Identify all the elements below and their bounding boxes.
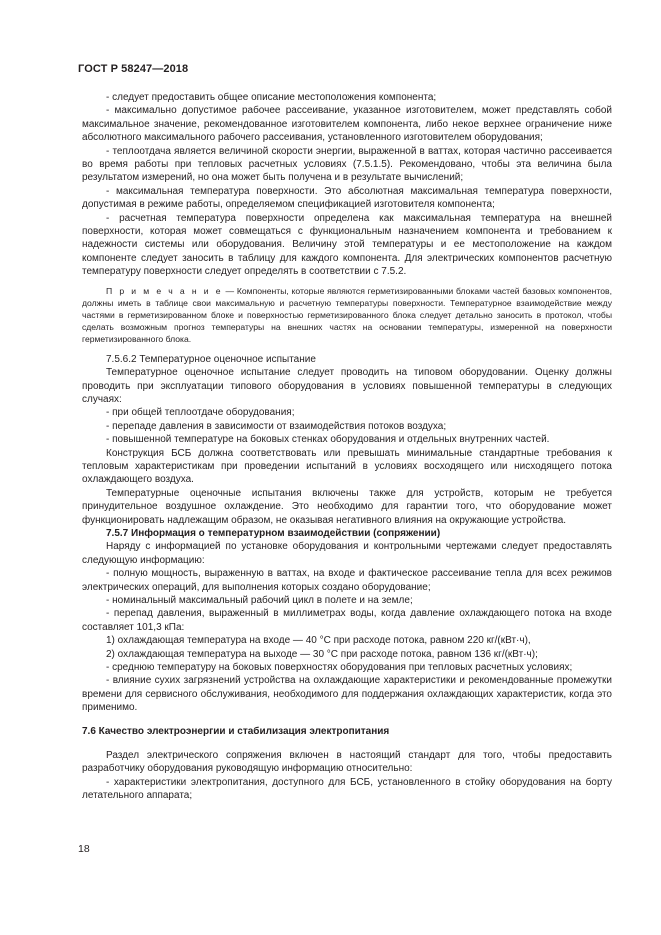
paragraph: Наряду с информацией по установке оборудования и контрольными чертежами следует предоставлять следующую информацию: xyxy=(82,541,612,566)
list-item: - номинальный максимальный рабочий цикл в полете и на земле; xyxy=(106,595,413,606)
list-item: 1) охлаждающая температура на входе — 40 °С при расходе потока, равном 220 кг/(кВт·ч), xyxy=(106,635,531,647)
list-item: - перепаде давления в зависимости от взаимодействия потоков воздуха; xyxy=(106,420,447,432)
page-number: 18 xyxy=(78,843,90,855)
note-text: — Компоненты, которые являются герметизированными блоками частей базовых компонентов, должны иметь в таблице свои максимальную и расчетную температуры поверхности. Температурное взаимодействие между частями в герметизированном блоке и поверхностью герметизированного блока следует детально заносить в протокол, чтобы сделать возможным прогноз температуры на внешних частях на основании температуры, измеренной на поверхности герметизированного блока. xyxy=(82,285,612,344)
list-item: - влияние сухих загрязнений устройства на охлаждающие характеристики и рекомендованные промежутки времени для сервисного обслуживания, необходимого для поддержания охлаждающих характеристик, когда это применимо. xyxy=(82,675,612,714)
list-item: - среднюю температуру на боковых поверхностях оборудования при тепловых расчетных условиях; xyxy=(106,662,573,674)
page-body xyxy=(82,91,612,803)
list-item: - перепад давления, выраженный в миллиметрах воды, когда давление охлаждающего потока на входе составляет 101,3 кПа: xyxy=(82,608,612,633)
paragraph: Раздел электрического сопряжения включен в настоящий стандарт для того, чтобы предоставить разработчику оборудования руководящую информацию относительно: xyxy=(82,750,612,775)
list-item: 2) охлаждающая температура на выходе — 30 °С при расходе потока, равном 136 кг/(кВт·ч); xyxy=(106,648,538,660)
list-item: - максимально допустимое рабочее рассеивание, указанное изготовителем, может представлять собой максимальное значение, рекомендованное изготовителем компонента, либо некое верхнее ограничение ниже абсолютного максимального рабочего рассеивания, установленного изготовителем оборудования; xyxy=(82,105,612,144)
section-title-7-5-6-2: 7.5.6.2 Температурное оценочное испытание xyxy=(106,353,316,365)
list-item: - максимальная температура поверхности. Это абсолютная максимальная температура поверхности, допустимая в режиме работы, определяемом спецификацией изготовителя компонента; xyxy=(82,185,612,211)
paragraph: Температурное оценочное испытание следует проводить на типовом оборудовании. Оценку должны проводить при эксплуатации типового оборудования в условиях повышенной температуры в следующих случаях: xyxy=(82,367,612,405)
list-item: - полную мощность, выраженную в ваттах, на входе и фактическое рассеивание тепла для всех режимов электрических операций, для выполнения которых создано оборудование; xyxy=(82,568,612,593)
section-title-7-5-7: 7.5.7 Информация о температурном взаимодействии (сопряжении) xyxy=(106,527,441,539)
page-header-doc-id: ГОСТ Р 58247—2018 xyxy=(78,63,189,75)
paragraph: Конструкция БСБ должна соответствовать или превышать минимальные стандартные требования к тепловым характеристикам при проведении испытаний в условиях восходящего или нисходящего потока охлаждающего воздуха. xyxy=(82,447,612,486)
note xyxy=(82,285,612,345)
section-title-7-6: 7.6 Качество электроэнергии и стабилизация электропитания xyxy=(82,725,390,737)
list-item: - характеристики электропитания, доступного для БСБ, установленного в стойку оборудования на борту летательного аппарата; xyxy=(82,776,612,802)
note-label: П р и м е ч а н и е xyxy=(106,285,223,296)
list-item: - при общей теплоотдаче оборудования; xyxy=(106,407,295,419)
list-item: - следует предоставить общее описание местоположения компонента; xyxy=(106,92,437,103)
list-item: - теплоотдача является величиной скорости энергии, выраженной в ваттах, которая частично рассеивается во время работы при тепловых расчетных условиях (7.5.1.5). Рекомендовано, чтобы эта величина была результатом измерений, но она может быть получена и в результате вычислений; xyxy=(82,145,612,184)
list-item: - расчетная температура поверхности определена как максимальная температура на внешней поверхности, которая может совмещаться с функциональным назначением компонента и требованием к надежности системы или оборудования. Величину этой температуры и ее местоположение на каждом компоненте следует заносить в таблицу для каждого компонента. Для электрических компонентов расчетную температуру поверхности следует определять в соответствии с 7.5.2. xyxy=(82,212,612,278)
paragraph: Температурные оценочные испытания включены также для устройств, которым не требуется принудительное воздушное охлаждение. Это необходимо для гарантии того, что оборудование может функционировать надлежащим образом, не оказывая негативного влияния на окружающие устройства. xyxy=(82,487,612,526)
list-item: - повышенной температуре на боковых стенках оборудования и отдельных внутренних частей. xyxy=(106,434,550,446)
